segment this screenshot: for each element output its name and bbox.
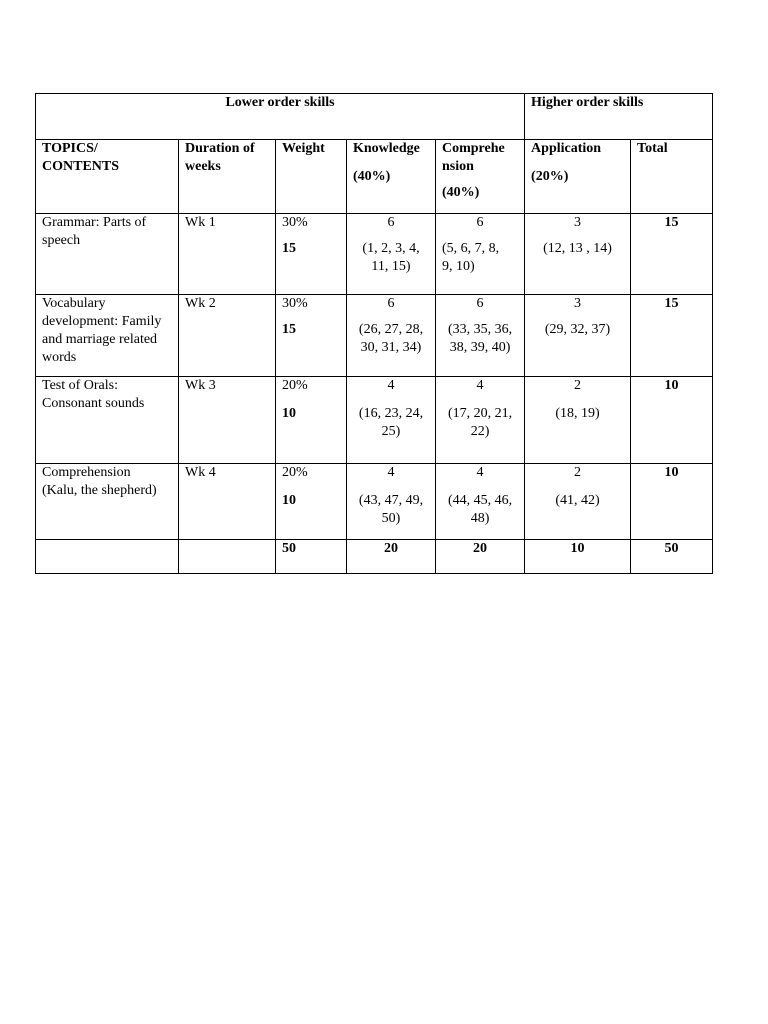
column-header-row xyxy=(36,140,713,214)
weight-total-cell: 50 xyxy=(276,540,347,574)
total-cell: 10 xyxy=(631,464,713,540)
duration-header: Duration of weeks xyxy=(179,140,276,214)
application-cell: 3 (12, 13 , 14) xyxy=(525,214,631,295)
topics-header: TOPICS/ CONTENTS xyxy=(36,140,179,214)
application-cell: 3 (29, 32, 37) xyxy=(525,295,631,377)
table-row xyxy=(36,214,713,295)
application-cell: 2 (18, 19) xyxy=(525,377,631,464)
topic-cell: Test of Orals: Consonant sounds xyxy=(36,377,179,464)
knowledge-cell: 6 (1, 2, 3, 4, 11, 15) xyxy=(347,214,436,295)
total-cell: 15 xyxy=(631,295,713,377)
weight-cell: 20% 10 xyxy=(276,464,347,540)
knowledge-cell: 4 (16, 23, 24, 25) xyxy=(347,377,436,464)
knowledge-cell: 6 (26, 27, 28, 30, 31, 34) xyxy=(347,295,436,377)
week-cell: Wk 2 xyxy=(179,295,276,377)
comprehension-total-cell: 20 xyxy=(436,540,525,574)
application-cell: 2 (41, 42) xyxy=(525,464,631,540)
comprehension-cell: 4 (17, 20, 21, 22) xyxy=(436,377,525,464)
application-total-cell: 10 xyxy=(525,540,631,574)
weight-cell: 30% 15 xyxy=(276,295,347,377)
weight-header: Weight xyxy=(276,140,347,214)
comprehension-cell: 4 (44, 45, 46, 48) xyxy=(436,464,525,540)
topic-cell: Comprehension (Kalu, the shepherd) xyxy=(36,464,179,540)
comprehension-header: Comprehe nsion (40%) xyxy=(436,140,525,214)
totals-week-cell xyxy=(179,540,276,574)
higher-order-skills-header: Higher order skills xyxy=(525,94,713,140)
comprehension-cell: 6 (5, 6, 7, 8, 9, 10) xyxy=(436,214,525,295)
comprehension-cell: 6 (33, 35, 36, 38, 39, 40) xyxy=(436,295,525,377)
application-header: Application (20%) xyxy=(525,140,631,214)
table-row xyxy=(36,295,713,377)
totals-row xyxy=(36,540,713,574)
weight-cell: 30% 15 xyxy=(276,214,347,295)
topic-cell: Grammar: Parts of speech xyxy=(36,214,179,295)
topic-cell: Vocabulary development: Family and marriage related words xyxy=(36,295,179,377)
total-cell: 10 xyxy=(631,377,713,464)
totals-topic-cell xyxy=(36,540,179,574)
week-cell: Wk 3 xyxy=(179,377,276,464)
test-blueprint-table xyxy=(35,93,713,574)
total-cell: 15 xyxy=(631,214,713,295)
table-row xyxy=(36,464,713,540)
week-cell: Wk 1 xyxy=(179,214,276,295)
knowledge-header: Knowledge (40%) xyxy=(347,140,436,214)
weight-cell: 20% 10 xyxy=(276,377,347,464)
total-header: Total xyxy=(631,140,713,214)
skills-header-row xyxy=(36,94,713,140)
table-row xyxy=(36,377,713,464)
knowledge-total-cell: 20 xyxy=(347,540,436,574)
lower-order-skills-header: Lower order skills xyxy=(36,94,525,140)
grand-total-cell: 50 xyxy=(631,540,713,574)
knowledge-cell: 4 (43, 47, 49, 50) xyxy=(347,464,436,540)
week-cell: Wk 4 xyxy=(179,464,276,540)
